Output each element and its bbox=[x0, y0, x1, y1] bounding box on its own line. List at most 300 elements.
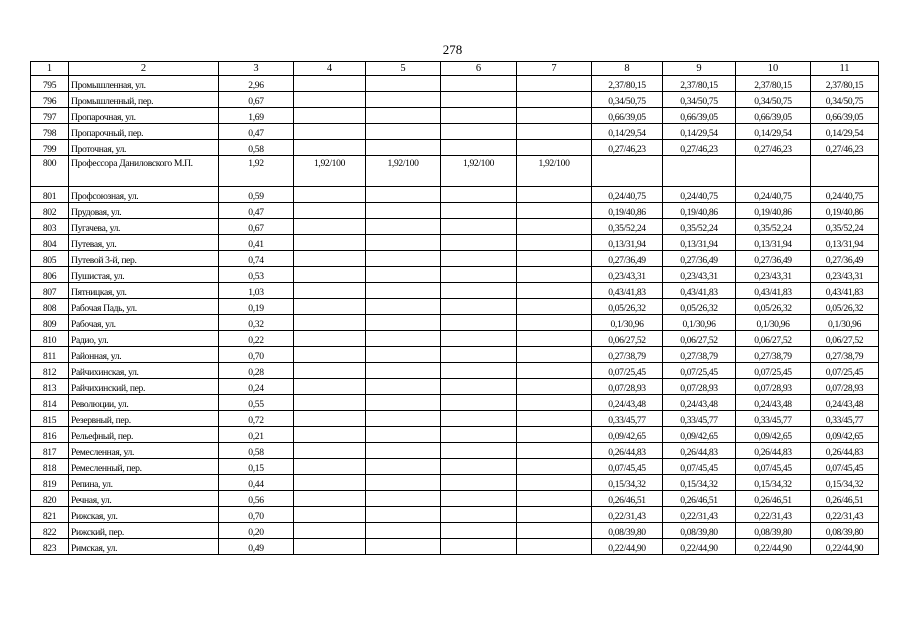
value-cell-col8: 0,24/43,48 bbox=[592, 395, 663, 411]
value-cell-col11: 0,07/25,45 bbox=[811, 363, 879, 379]
value-cell-col7 bbox=[517, 491, 592, 507]
value-cell-col7 bbox=[517, 219, 592, 235]
value-cell-col7 bbox=[517, 347, 592, 363]
value-cell-col9: 0,15/34,32 bbox=[663, 475, 736, 491]
length-cell: 0,22 bbox=[219, 331, 294, 347]
street-name-cell: Пропарочный, пер. bbox=[69, 124, 219, 140]
row-number-cell: 815 bbox=[31, 411, 69, 427]
value-cell-col7 bbox=[517, 395, 592, 411]
value-cell-col6 bbox=[441, 92, 517, 108]
length-cell: 0,24 bbox=[219, 379, 294, 395]
street-name-cell: Рельефный, пер. bbox=[69, 427, 219, 443]
street-name-cell: Рижская, ул. bbox=[69, 507, 219, 523]
row-number-cell: 818 bbox=[31, 459, 69, 475]
value-cell-col6 bbox=[441, 251, 517, 267]
value-cell-col9: 0,22/44,90 bbox=[663, 539, 736, 555]
value-cell-col7 bbox=[517, 283, 592, 299]
length-cell: 0,53 bbox=[219, 267, 294, 283]
value-cell-col5 bbox=[366, 379, 441, 395]
value-cell-col5 bbox=[366, 108, 441, 124]
column-header-9: 9 bbox=[663, 62, 736, 76]
street-name-cell: Пугачева, ул. bbox=[69, 219, 219, 235]
value-cell-col6 bbox=[441, 491, 517, 507]
street-name-cell: Путевая, ул. bbox=[69, 235, 219, 251]
value-cell-col5 bbox=[366, 411, 441, 427]
value-cell-col11: 2,37/80,15 bbox=[811, 76, 879, 92]
value-cell-col7 bbox=[517, 443, 592, 459]
value-cell-col8: 0,24/40,75 bbox=[592, 187, 663, 203]
table-row bbox=[31, 219, 879, 235]
value-cell-col10: 0,07/25,45 bbox=[736, 363, 811, 379]
value-cell-col8 bbox=[592, 156, 663, 187]
row-number-cell: 804 bbox=[31, 235, 69, 251]
table-row bbox=[31, 523, 879, 539]
value-cell-col6 bbox=[441, 379, 517, 395]
value-cell-col6 bbox=[441, 363, 517, 379]
value-cell-col9: 0,22/31,43 bbox=[663, 507, 736, 523]
street-name-cell: Рабочая Падь, ул. bbox=[69, 299, 219, 315]
value-cell-col10: 0,06/27,52 bbox=[736, 331, 811, 347]
value-cell-col8: 0,43/41,83 bbox=[592, 283, 663, 299]
row-number-cell: 798 bbox=[31, 124, 69, 140]
length-cell: 0,47 bbox=[219, 203, 294, 219]
value-cell-col7 bbox=[517, 187, 592, 203]
value-cell-col6 bbox=[441, 299, 517, 315]
street-name-cell: Путевой 3-й, пер. bbox=[69, 251, 219, 267]
value-cell-col5 bbox=[366, 219, 441, 235]
length-cell: 0,56 bbox=[219, 491, 294, 507]
value-cell-col9: 0,07/45,45 bbox=[663, 459, 736, 475]
row-number-cell: 813 bbox=[31, 379, 69, 395]
table-row bbox=[31, 124, 879, 140]
table-row bbox=[31, 459, 879, 475]
length-cell: 0,72 bbox=[219, 411, 294, 427]
value-cell-col11: 0,24/40,75 bbox=[811, 187, 879, 203]
table-row bbox=[31, 507, 879, 523]
row-number-cell: 800 bbox=[31, 156, 69, 187]
value-cell-col7 bbox=[517, 267, 592, 283]
value-cell-col6 bbox=[441, 523, 517, 539]
table-row bbox=[31, 379, 879, 395]
row-number-cell: 811 bbox=[31, 347, 69, 363]
column-header-3: 3 bbox=[219, 62, 294, 76]
value-cell-col5 bbox=[366, 459, 441, 475]
value-cell-col8: 0,15/34,32 bbox=[592, 475, 663, 491]
value-cell-col5 bbox=[366, 331, 441, 347]
value-cell-col7 bbox=[517, 363, 592, 379]
table-row bbox=[31, 108, 879, 124]
street-name-cell: Промышленный, пер. bbox=[69, 92, 219, 108]
value-cell-col10: 0,35/52,24 bbox=[736, 219, 811, 235]
street-name-cell: Репина, ул. bbox=[69, 475, 219, 491]
value-cell-col10: 0,43/41,83 bbox=[736, 283, 811, 299]
value-cell-col7 bbox=[517, 539, 592, 555]
value-cell-col4 bbox=[294, 140, 366, 156]
value-cell-col7 bbox=[517, 140, 592, 156]
value-cell-col10 bbox=[736, 156, 811, 187]
value-cell-col9 bbox=[663, 156, 736, 187]
value-cell-col9: 0,66/39,05 bbox=[663, 108, 736, 124]
length-cell: 0,47 bbox=[219, 124, 294, 140]
table-body bbox=[31, 62, 879, 555]
value-cell-col11: 0,07/28,93 bbox=[811, 379, 879, 395]
value-cell-col6 bbox=[441, 331, 517, 347]
length-cell: 0,58 bbox=[219, 140, 294, 156]
value-cell-col5 bbox=[366, 507, 441, 523]
value-cell-col6 bbox=[441, 187, 517, 203]
value-cell-col9: 0,05/26,32 bbox=[663, 299, 736, 315]
row-number-cell: 797 bbox=[31, 108, 69, 124]
value-cell-col4 bbox=[294, 299, 366, 315]
value-cell-col8: 0,35/52,24 bbox=[592, 219, 663, 235]
table-row bbox=[31, 363, 879, 379]
value-cell-col6 bbox=[441, 539, 517, 555]
value-cell-col5 bbox=[366, 187, 441, 203]
value-cell-col5 bbox=[366, 347, 441, 363]
value-cell-col9: 0,43/41,83 bbox=[663, 283, 736, 299]
value-cell-col10: 0,24/43,48 bbox=[736, 395, 811, 411]
value-cell-col4 bbox=[294, 459, 366, 475]
value-cell-col5 bbox=[366, 491, 441, 507]
value-cell-col6 bbox=[441, 475, 517, 491]
value-cell-col6 bbox=[441, 203, 517, 219]
value-cell-col8: 0,23/43,31 bbox=[592, 267, 663, 283]
value-cell-col6 bbox=[441, 124, 517, 140]
value-cell-col7 bbox=[517, 92, 592, 108]
table-row bbox=[31, 267, 879, 283]
value-cell-col11: 0,35/52,24 bbox=[811, 219, 879, 235]
value-cell-col9: 0,35/52,24 bbox=[663, 219, 736, 235]
value-cell-col10: 0,07/45,45 bbox=[736, 459, 811, 475]
length-cell: 0,55 bbox=[219, 395, 294, 411]
row-number-cell: 822 bbox=[31, 523, 69, 539]
value-cell-col5 bbox=[366, 395, 441, 411]
value-cell-col7: 1,92/100 bbox=[517, 156, 592, 187]
value-cell-col9: 0,24/43,48 bbox=[663, 395, 736, 411]
value-cell-col10: 0,19/40,86 bbox=[736, 203, 811, 219]
length-cell: 0,32 bbox=[219, 315, 294, 331]
value-cell-col7 bbox=[517, 331, 592, 347]
value-cell-col9: 0,14/29,54 bbox=[663, 124, 736, 140]
value-cell-col7 bbox=[517, 315, 592, 331]
value-cell-col7 bbox=[517, 299, 592, 315]
value-cell-col4 bbox=[294, 443, 366, 459]
value-cell-col6 bbox=[441, 140, 517, 156]
row-number-cell: 803 bbox=[31, 219, 69, 235]
value-cell-col9: 0,19/40,86 bbox=[663, 203, 736, 219]
value-cell-col4 bbox=[294, 427, 366, 443]
value-cell-col11: 0,27/38,79 bbox=[811, 347, 879, 363]
value-cell-col4 bbox=[294, 475, 366, 491]
value-cell-col8: 0,06/27,52 bbox=[592, 331, 663, 347]
value-cell-col11: 0,1/30,96 bbox=[811, 315, 879, 331]
street-name-cell: Революции, ул. bbox=[69, 395, 219, 411]
value-cell-col6 bbox=[441, 76, 517, 92]
value-cell-col10: 0,05/26,32 bbox=[736, 299, 811, 315]
street-name-cell: Радио, ул. bbox=[69, 331, 219, 347]
value-cell-col11: 0,24/43,48 bbox=[811, 395, 879, 411]
value-cell-col9: 0,07/28,93 bbox=[663, 379, 736, 395]
column-header-7: 7 bbox=[517, 62, 592, 76]
street-name-cell: Профессора Даниловского М.П. bbox=[69, 156, 219, 187]
row-number-cell: 807 bbox=[31, 283, 69, 299]
value-cell-col8: 0,26/44,83 bbox=[592, 443, 663, 459]
value-cell-col10: 0,27/38,79 bbox=[736, 347, 811, 363]
value-cell-col8: 0,07/28,93 bbox=[592, 379, 663, 395]
value-cell-col5 bbox=[366, 203, 441, 219]
value-cell-col4 bbox=[294, 92, 366, 108]
column-header-10: 10 bbox=[736, 62, 811, 76]
value-cell-col9: 2,37/80,15 bbox=[663, 76, 736, 92]
value-cell-col8: 0,09/42,65 bbox=[592, 427, 663, 443]
column-header-6: 6 bbox=[441, 62, 517, 76]
value-cell-col7 bbox=[517, 251, 592, 267]
value-cell-col11: 0,27/46,23 bbox=[811, 140, 879, 156]
row-number-cell: 821 bbox=[31, 507, 69, 523]
value-cell-col11: 0,09/42,65 bbox=[811, 427, 879, 443]
table-row bbox=[31, 347, 879, 363]
length-cell: 1,03 bbox=[219, 283, 294, 299]
value-cell-col9: 0,23/43,31 bbox=[663, 267, 736, 283]
value-cell-col10: 0,34/50,75 bbox=[736, 92, 811, 108]
value-cell-col6 bbox=[441, 235, 517, 251]
length-cell: 0,67 bbox=[219, 219, 294, 235]
value-cell-col11: 0,14/29,54 bbox=[811, 124, 879, 140]
value-cell-col11: 0,66/39,05 bbox=[811, 108, 879, 124]
table-row bbox=[31, 299, 879, 315]
row-number-cell: 799 bbox=[31, 140, 69, 156]
value-cell-col9: 0,08/39,80 bbox=[663, 523, 736, 539]
value-cell-col10: 0,24/40,75 bbox=[736, 187, 811, 203]
value-cell-col8: 0,08/39,80 bbox=[592, 523, 663, 539]
value-cell-col4 bbox=[294, 124, 366, 140]
street-name-cell: Ремесленная, ул. bbox=[69, 443, 219, 459]
value-cell-col4 bbox=[294, 507, 366, 523]
table-row bbox=[31, 187, 879, 203]
value-cell-col11: 0,08/39,80 bbox=[811, 523, 879, 539]
value-cell-col7 bbox=[517, 523, 592, 539]
value-cell-col7 bbox=[517, 76, 592, 92]
street-name-cell: Промышленная, ул. bbox=[69, 76, 219, 92]
value-cell-col8: 0,66/39,05 bbox=[592, 108, 663, 124]
value-cell-col10: 0,66/39,05 bbox=[736, 108, 811, 124]
length-cell: 0,20 bbox=[219, 523, 294, 539]
street-name-cell: Райчихинская, ул. bbox=[69, 363, 219, 379]
value-cell-col8: 0,13/31,94 bbox=[592, 235, 663, 251]
value-cell-col10: 0,13/31,94 bbox=[736, 235, 811, 251]
value-cell-col9: 0,09/42,65 bbox=[663, 427, 736, 443]
value-cell-col5 bbox=[366, 267, 441, 283]
value-cell-col5 bbox=[366, 539, 441, 555]
value-cell-col8: 0,19/40,86 bbox=[592, 203, 663, 219]
value-cell-col11: 0,43/41,83 bbox=[811, 283, 879, 299]
value-cell-col6 bbox=[441, 395, 517, 411]
value-cell-col6 bbox=[441, 459, 517, 475]
value-cell-col5 bbox=[366, 363, 441, 379]
value-cell-col9: 0,27/36,49 bbox=[663, 251, 736, 267]
table-row bbox=[31, 315, 879, 331]
row-number-cell: 816 bbox=[31, 427, 69, 443]
value-cell-col11: 0,22/31,43 bbox=[811, 507, 879, 523]
value-cell-col10: 0,1/30,96 bbox=[736, 315, 811, 331]
length-cell: 1,92 bbox=[219, 156, 294, 187]
row-number-cell: 796 bbox=[31, 92, 69, 108]
value-cell-col4 bbox=[294, 187, 366, 203]
row-number-cell: 812 bbox=[31, 363, 69, 379]
value-cell-col4 bbox=[294, 267, 366, 283]
value-cell-col8: 0,07/45,45 bbox=[592, 459, 663, 475]
table-row bbox=[31, 251, 879, 267]
value-cell-col11: 0,07/45,45 bbox=[811, 459, 879, 475]
table-row bbox=[31, 395, 879, 411]
value-cell-col11: 0,19/40,86 bbox=[811, 203, 879, 219]
value-cell-col8: 0,34/50,75 bbox=[592, 92, 663, 108]
length-cell: 0,41 bbox=[219, 235, 294, 251]
value-cell-col8: 0,27/46,23 bbox=[592, 140, 663, 156]
value-cell-col7 bbox=[517, 507, 592, 523]
value-cell-col6 bbox=[441, 347, 517, 363]
street-name-cell: Прудовая, ул. bbox=[69, 203, 219, 219]
table-row bbox=[31, 475, 879, 491]
value-cell-col6 bbox=[441, 108, 517, 124]
length-cell: 0,59 bbox=[219, 187, 294, 203]
table-row bbox=[31, 235, 879, 251]
value-cell-col11: 0,06/27,52 bbox=[811, 331, 879, 347]
value-cell-col9: 0,1/30,96 bbox=[663, 315, 736, 331]
value-cell-col10: 0,26/44,83 bbox=[736, 443, 811, 459]
value-cell-col4 bbox=[294, 219, 366, 235]
value-cell-col5 bbox=[366, 283, 441, 299]
value-cell-col11 bbox=[811, 156, 879, 187]
value-cell-col6 bbox=[441, 267, 517, 283]
column-header-11: 11 bbox=[811, 62, 879, 76]
value-cell-col5 bbox=[366, 443, 441, 459]
value-cell-col6 bbox=[441, 427, 517, 443]
value-cell-col4 bbox=[294, 251, 366, 267]
row-number-cell: 820 bbox=[31, 491, 69, 507]
value-cell-col5 bbox=[366, 315, 441, 331]
value-cell-col8: 0,27/38,79 bbox=[592, 347, 663, 363]
street-name-cell: Рабочая, ул. bbox=[69, 315, 219, 331]
value-cell-col8: 0,26/46,51 bbox=[592, 491, 663, 507]
value-cell-col11: 0,13/31,94 bbox=[811, 235, 879, 251]
value-cell-col9: 0,06/27,52 bbox=[663, 331, 736, 347]
value-cell-col4 bbox=[294, 411, 366, 427]
street-name-cell: Речная, ул. bbox=[69, 491, 219, 507]
value-cell-col4 bbox=[294, 379, 366, 395]
column-header-1: 1 bbox=[31, 62, 69, 76]
value-cell-col6: 1,92/100 bbox=[441, 156, 517, 187]
value-cell-col5 bbox=[366, 299, 441, 315]
value-cell-col9: 0,13/31,94 bbox=[663, 235, 736, 251]
column-header-2: 2 bbox=[69, 62, 219, 76]
value-cell-col8: 0,22/44,90 bbox=[592, 539, 663, 555]
length-cell: 0,70 bbox=[219, 507, 294, 523]
value-cell-col4 bbox=[294, 108, 366, 124]
value-cell-col11: 0,22/44,90 bbox=[811, 539, 879, 555]
length-cell: 0,70 bbox=[219, 347, 294, 363]
row-number-cell: 819 bbox=[31, 475, 69, 491]
value-cell-col4 bbox=[294, 539, 366, 555]
value-cell-col5: 1,92/100 bbox=[366, 156, 441, 187]
table-row bbox=[31, 331, 879, 347]
row-number-cell: 795 bbox=[31, 76, 69, 92]
value-cell-col10: 0,09/42,65 bbox=[736, 427, 811, 443]
table-row bbox=[31, 76, 879, 92]
length-cell: 0,21 bbox=[219, 427, 294, 443]
value-cell-col10: 0,08/39,80 bbox=[736, 523, 811, 539]
row-number-cell: 801 bbox=[31, 187, 69, 203]
value-cell-col10: 0,07/28,93 bbox=[736, 379, 811, 395]
value-cell-col4 bbox=[294, 523, 366, 539]
value-cell-col4 bbox=[294, 395, 366, 411]
street-name-cell: Рижский, пер. bbox=[69, 523, 219, 539]
value-cell-col9: 0,26/44,83 bbox=[663, 443, 736, 459]
value-cell-col5 bbox=[366, 235, 441, 251]
value-cell-col5 bbox=[366, 251, 441, 267]
value-cell-col7 bbox=[517, 459, 592, 475]
value-cell-col8: 0,27/36,49 bbox=[592, 251, 663, 267]
value-cell-col4 bbox=[294, 203, 366, 219]
value-cell-col4 bbox=[294, 76, 366, 92]
street-name-cell: Пропарочная, ул. bbox=[69, 108, 219, 124]
value-cell-col7 bbox=[517, 124, 592, 140]
value-cell-col7 bbox=[517, 475, 592, 491]
value-cell-col10: 0,33/45,77 bbox=[736, 411, 811, 427]
value-cell-col11: 0,05/26,32 bbox=[811, 299, 879, 315]
row-number-cell: 814 bbox=[31, 395, 69, 411]
table-row bbox=[31, 539, 879, 555]
column-header-4: 4 bbox=[294, 62, 366, 76]
street-name-cell: Пятницкая, ул. bbox=[69, 283, 219, 299]
street-name-cell: Райчихинский, пер. bbox=[69, 379, 219, 395]
length-cell: 1,69 bbox=[219, 108, 294, 124]
value-cell-col4 bbox=[294, 491, 366, 507]
table-row bbox=[31, 427, 879, 443]
value-cell-col10: 0,26/46,51 bbox=[736, 491, 811, 507]
value-cell-col8: 0,22/31,43 bbox=[592, 507, 663, 523]
row-number-cell: 823 bbox=[31, 539, 69, 555]
value-cell-col8: 0,05/26,32 bbox=[592, 299, 663, 315]
length-cell: 2,96 bbox=[219, 76, 294, 92]
row-number-cell: 808 bbox=[31, 299, 69, 315]
table-row bbox=[31, 203, 879, 219]
value-cell-col11: 0,23/43,31 bbox=[811, 267, 879, 283]
value-cell-col9: 0,07/25,45 bbox=[663, 363, 736, 379]
value-cell-col6 bbox=[441, 315, 517, 331]
value-cell-col10: 2,37/80,15 bbox=[736, 76, 811, 92]
length-cell: 0,67 bbox=[219, 92, 294, 108]
value-cell-col10: 0,22/31,43 bbox=[736, 507, 811, 523]
value-cell-col7 bbox=[517, 379, 592, 395]
value-cell-col5 bbox=[366, 523, 441, 539]
value-cell-col9: 0,27/38,79 bbox=[663, 347, 736, 363]
page-number: 278 bbox=[442, 42, 463, 57]
value-cell-col10: 0,27/36,49 bbox=[736, 251, 811, 267]
street-name-cell: Ремесленный, пер. bbox=[69, 459, 219, 475]
value-cell-col5 bbox=[366, 140, 441, 156]
row-number-cell: 806 bbox=[31, 267, 69, 283]
length-cell: 0,28 bbox=[219, 363, 294, 379]
table-row bbox=[31, 92, 879, 108]
value-cell-col8: 0,33/45,77 bbox=[592, 411, 663, 427]
value-cell-col9: 0,26/46,51 bbox=[663, 491, 736, 507]
value-cell-col9: 0,24/40,75 bbox=[663, 187, 736, 203]
length-cell: 0,15 bbox=[219, 459, 294, 475]
value-cell-col7 bbox=[517, 427, 592, 443]
value-cell-col6 bbox=[441, 411, 517, 427]
street-name-cell: Районная, ул. bbox=[69, 347, 219, 363]
